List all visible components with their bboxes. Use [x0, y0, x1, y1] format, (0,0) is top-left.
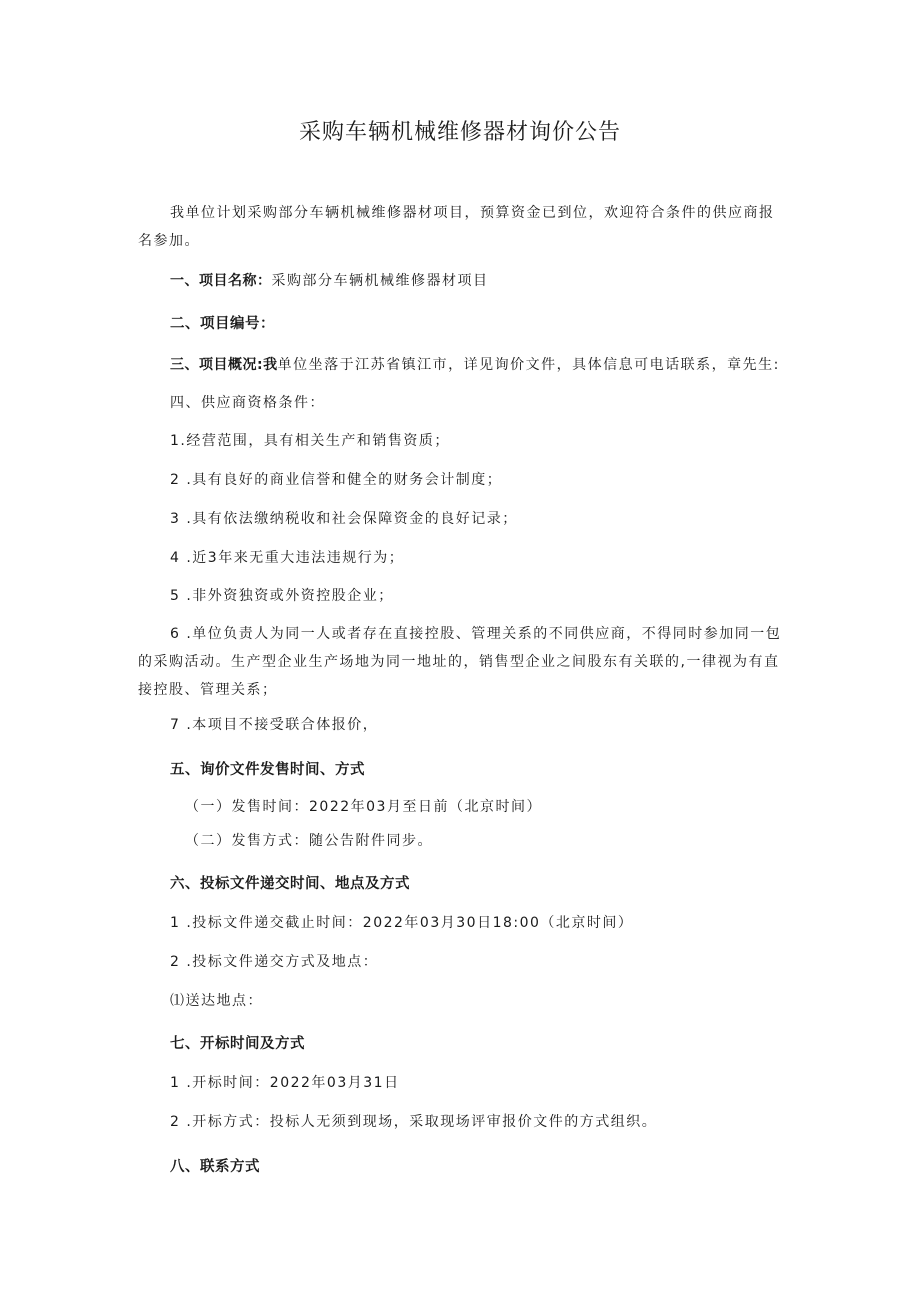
- section-contact-heading: 八、联系方式: [170, 1159, 260, 1175]
- section-opening-heading: 七、开标时间及方式: [170, 1036, 305, 1052]
- qualification-item: 2 .具有良好的商业信誉和健全的财务会计制度；: [170, 472, 503, 488]
- section-project-overview: [170, 355, 820, 375]
- section-label: 一、项目名称：: [170, 273, 272, 289]
- section-project-name: [170, 271, 820, 291]
- intro-paragraph: 我单位计划采购部分车辆机械维修器材项目，预算资金已到位，欢迎符合条件的供应商报名参加。: [138, 205, 775, 249]
- sale-time: （一）发售时间：2022年03月至日前（北京时间）: [185, 799, 542, 815]
- qualification-item: 7 .本项目不接受联合体报价，: [170, 717, 379, 733]
- section-project-number: 二、项目编号：: [170, 316, 275, 332]
- qualification-item: 6 .单位负责人为同一人或者存在直接控股、管理关系的不同供应商，不得同时参加同一包的采购活动。生产型企业生产场地为同一地址的，销售型企业之间股东有关联的,一律视为有直接控股、管理关系；: [138, 626, 782, 698]
- opening-method: 2 .开标方式：投标人无须到现场，采取现场评审报价文件的方式组织。: [170, 1114, 658, 1130]
- section-value: 采购部分车辆机械维修器材项目: [271, 273, 489, 289]
- submission-deadline: 1 .投标文件递交截止时间：2022年03月30日18:00（北京时间）: [170, 915, 634, 931]
- section-qualifications-heading: 四、供应商资格条件：: [170, 395, 325, 411]
- qualification-item: 3 .具有依法缴纳税收和社会保障资金的良好记录；: [170, 511, 518, 527]
- section-label: 三、项目概况:我: [170, 357, 278, 373]
- document-title: 采购车辆机械维修器材询价公告: [298, 120, 621, 145]
- opening-time: 1 .开标时间：2022年03月31日: [170, 1075, 400, 1091]
- sale-method: （二）发售方式：随公告附件同步。: [185, 833, 433, 849]
- submission-location: ⑴送达地点：: [170, 993, 263, 1009]
- qualification-item: 1.经营范围，具有相关生产和销售资质；: [170, 433, 450, 449]
- section-value: 单位坐落于江苏省镇江市，详见询价文件，具体信息可电话联系，章先生:: [277, 357, 780, 373]
- qualification-item: 4 .近3年来无重大违法违规行为；: [170, 550, 405, 566]
- submission-method: 2 .投标文件递交方式及地点：: [170, 954, 379, 970]
- section-submission-heading: 六、投标文件递交时间、地点及方式: [170, 876, 410, 892]
- qualification-item: 5 .非外资独资或外资控股企业；: [170, 588, 394, 604]
- section-sale-heading: 五、询价文件发售时间、方式: [170, 762, 365, 778]
